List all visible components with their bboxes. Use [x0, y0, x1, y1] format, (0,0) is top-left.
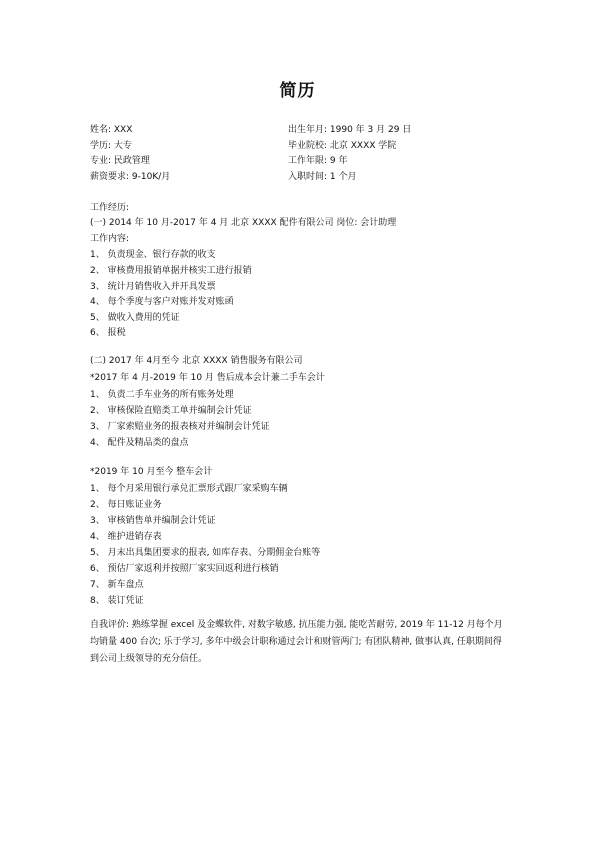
job1-duty: 1、 负责现金、银行存款的收支	[90, 250, 216, 260]
role2-duty: 3、 审核销售单并编制会计凭证	[90, 516, 216, 526]
job1-header: (一) 2014 年 10 月-2017 年 4 月 北京 XXXX 配件有限公司 岗位: 会计助理	[90, 218, 397, 228]
role1-duty: 2、 审核保险直赔类工单并编制会计凭证	[90, 406, 252, 416]
role2-duty: 5、 月末出具集团要求的报表, 如库存表、分期佣金台账等	[90, 548, 321, 558]
role1-duty: 1、 负责二手车业务的所有账务处理	[90, 390, 234, 400]
role2-duty: 2、 每日账证业务	[90, 500, 162, 510]
role1-duty: 4、 配件及精品类的盘点	[90, 438, 189, 448]
job2-header: (二) 2017 年 4月至今 北京 XXXX 销售服务有限公司	[90, 356, 303, 366]
role2-header: *2019 年 10 月至今 整车会计	[90, 467, 213, 477]
info-row	[90, 153, 510, 169]
name-field: 姓名: XXX	[90, 125, 133, 135]
job1-duty: 4、 每个季度与客户对账并发对账函	[90, 297, 234, 307]
job1-duty: 2、 审核费用报销单据并核实工进行报销	[90, 266, 252, 276]
experience-heading: 工作经历:	[90, 203, 130, 213]
job1-duty: 5、 做收入费用的凭证	[90, 313, 180, 323]
education-field: 学历: 大专	[90, 140, 132, 151]
resume-title: 简历	[279, 81, 316, 101]
salary-field: 薪资要求: 9-10K/月	[90, 171, 171, 182]
start-time-field: 入职时间: 1 个月	[288, 171, 357, 182]
role1-duty: 3、 厂家索赔业务的报表核对并编制会计凭证	[90, 422, 270, 432]
work-years-field: 工作年限: 9 年	[288, 156, 348, 166]
info-row	[90, 122, 510, 138]
role2-duty: 1、 每个月采用银行承兑汇票形式跟厂家采购车辆	[90, 484, 288, 494]
self-evaluation: 自我评价: 熟练掌握 excel 及金蝶软件, 对数字敏感, 抗压能力强, 能吃苦耐劳, 2019 年 11-12 月每个月均销量 400 台次; 乐于学习, 多年中级会计职称通过会计和财管两门; 有团队精神, 做事认真, 任职期间得到公司上级领导的充分信任。	[90, 620, 503, 664]
role1-header: *2017 年 4 月-2019 年 10 月 售后成本会计兼二手车会计	[90, 373, 325, 383]
job1-content-label: 工作内容:	[90, 234, 130, 244]
personal-info	[90, 122, 510, 184]
info-row	[90, 169, 510, 185]
job1-duty: 3、 统计月销售收入并开具发票	[90, 282, 216, 292]
job1-duty: 6、 报税	[90, 328, 126, 338]
info-row	[90, 138, 510, 154]
birth-date-field: 出生年月: 1990 年 3 月 29 日	[288, 125, 412, 135]
role2-duty: 4、 维护进销存表	[90, 532, 162, 542]
role2-duty: 8、 装订凭证	[90, 596, 144, 606]
school-field: 毕业院校: 北京 XXXX 学院	[288, 140, 397, 151]
role2-duty: 7、 新车盘点	[90, 580, 144, 590]
role2-duty: 6、 预估厂家返利并按照厂家实回返利进行核销	[90, 564, 279, 574]
major-field: 专业: 民政管理	[90, 156, 150, 166]
